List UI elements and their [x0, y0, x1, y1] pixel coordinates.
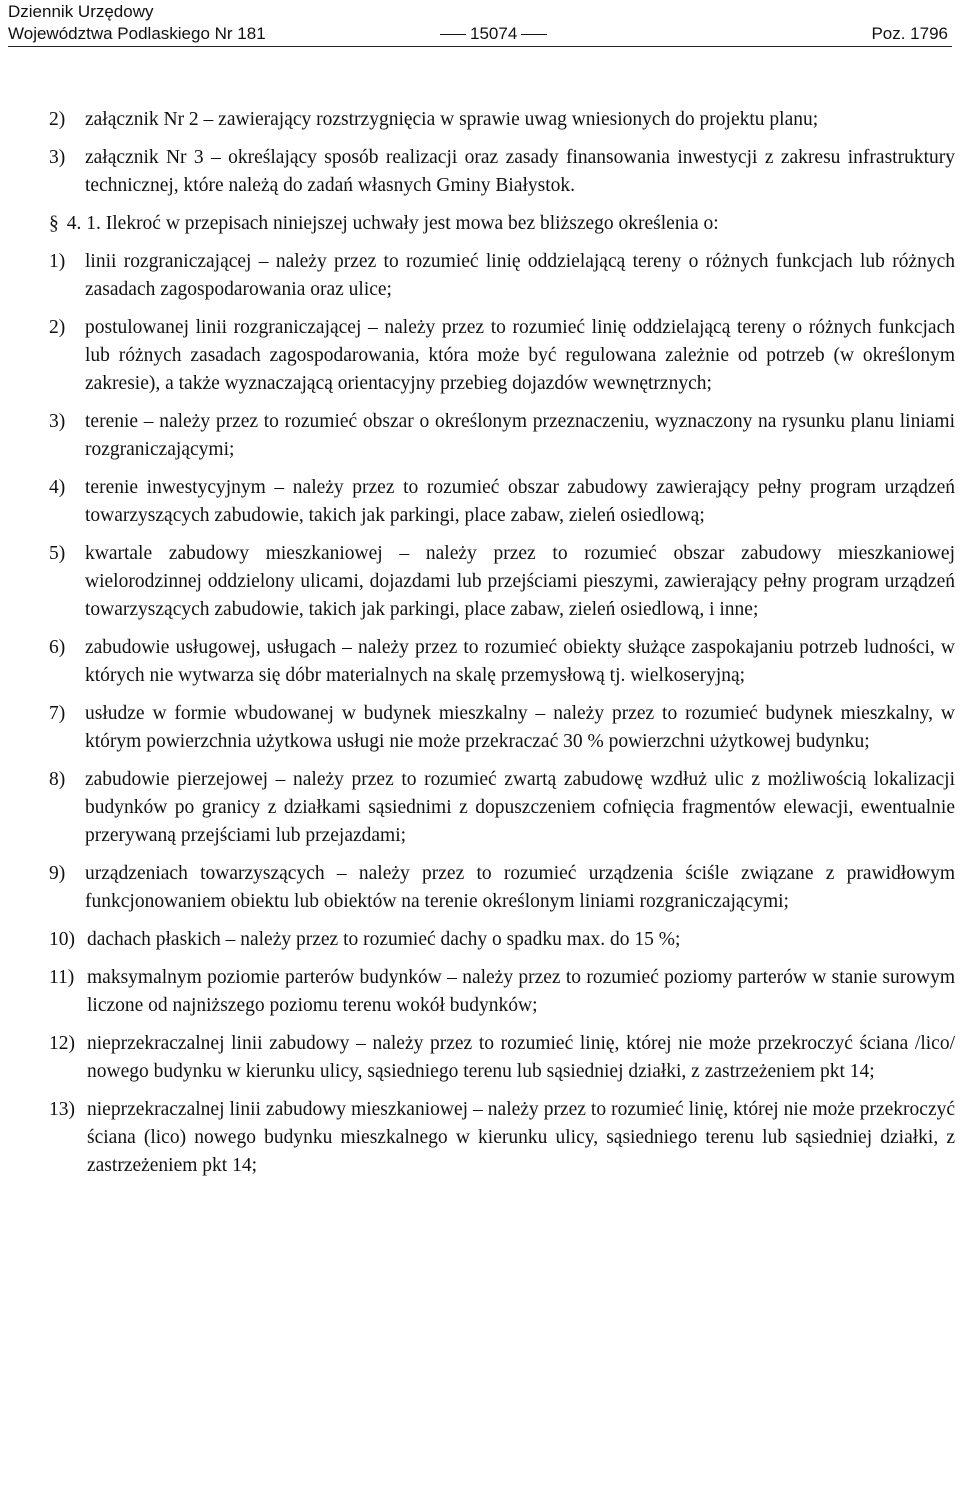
definition-item — [49, 1030, 955, 1086]
definition-number: 2) — [49, 317, 66, 338]
intro-item — [49, 106, 955, 134]
definition-number: 13) — [49, 1099, 75, 1120]
page-number-dash-right — [521, 34, 547, 35]
definition-item — [49, 408, 955, 464]
page-number-dash-left — [440, 34, 466, 35]
header-rule — [8, 46, 952, 47]
definition-text: maksymalnym poziomie parterów budynków – należy przez to rozumieć poziomy parterów w stanie surowym liczone od najniższego poziomu terenu wokół budynków; — [87, 967, 955, 1016]
definition-number: 7) — [49, 703, 66, 724]
definition-item — [49, 248, 955, 304]
paragraph-4 — [49, 210, 955, 238]
definitions-list — [49, 248, 955, 1180]
definition-text: terenie – należy przez to rozumieć obszar o określonym przeznaczeniu, wyznaczony na rysunku planu liniami rozgraniczającymi; — [85, 411, 955, 460]
definition-item — [49, 766, 955, 850]
paragraph-text: Ilekroć w przepisach niniejszej uchwały jest mowa bez bliższego określenia o: — [105, 213, 719, 234]
definition-number: 3) — [49, 411, 66, 432]
item-text: załącznik Nr 2 – zawierający rozstrzygnięcia w sprawie uwag wniesionych do projektu planu; — [85, 109, 819, 130]
page-number-value: 15074 — [470, 24, 518, 43]
definition-item — [49, 1096, 955, 1180]
document-body — [49, 106, 955, 1190]
definition-text: postulowanej linii rozgraniczającej – należy przez to rozumieć linię oddzielającą tereny o różnych funkcjach lub różnych zasadach zagospodarowania, która może być regulowana zależnie od potrzeb (w określonym zakresie), a także wyznaczającą orientacyjny przebieg dojazdów wewnętrznych; — [85, 317, 955, 394]
position-number: Poz. 1796 — [871, 24, 948, 43]
definition-item — [49, 314, 955, 398]
definition-number: 6) — [49, 637, 66, 658]
definition-text: nieprzekraczalnej linii zabudowy mieszkaniowej – należy przez to rozumieć linię, której nie może przekroczyć ściana (lico) nowego budynku mieszkalnego w kierunku ulicy, sąsiedniego terenu lub sąsiedniej działki, z zastrzeżeniem pkt 14; — [87, 1099, 955, 1176]
definition-item — [49, 700, 955, 756]
paragraph-sign: § — [49, 213, 59, 234]
definition-number: 1) — [49, 251, 66, 272]
definition-item — [49, 474, 955, 530]
paragraph-number: 4. 1. — [66, 213, 101, 234]
definition-number: 4) — [49, 477, 66, 498]
definition-text: dachach płaskich – należy przez to rozumieć dachy o spadku max. do 15 %; — [87, 929, 681, 950]
definition-number: 10) — [49, 929, 75, 950]
page-number — [436, 23, 551, 44]
definition-text: usłudze w formie wbudowanej w budynek mieszkalny – należy przez to rozumieć budynek mieszkalny, w którym powierzchnia użytkowa usługi nie może przekraczać 30 % powierzchni użytkowej budynku; — [85, 703, 955, 752]
definition-item — [49, 926, 955, 954]
definition-number: 9) — [49, 863, 66, 884]
definition-text: terenie inwestycyjnym – należy przez to rozumieć obszar zabudowy zawierający pełny program urządzeń towarzyszących zabudowie, takich jak parkingi, place zabaw, zieleń osiedlową; — [85, 477, 955, 526]
definition-number: 5) — [49, 543, 66, 564]
journal-title-line2: Województwa Podlaskiego Nr 181 — [8, 24, 266, 43]
definition-text: urządzeniach towarzyszących – należy przez to rozumieć urządzenia ściśle związane z prawidłowym funkcjonowaniem obiektu lub obiektów na terenie określonym liniami rozgraniczającymi; — [85, 863, 955, 912]
journal-title-line1: Dziennik Urzędowy — [8, 2, 154, 21]
definition-item — [49, 964, 955, 1020]
definition-item — [49, 634, 955, 690]
item-number: 2) — [49, 109, 66, 130]
definition-text: zabudowie usługowej, usługach – należy przez to rozumieć obiekty służące zaspokajaniu potrzeb ludności, w których nie wytwarza się dóbr materialnych na skalę przemysłową tj. wielkoseryjną; — [85, 637, 955, 686]
definition-item — [49, 860, 955, 916]
definition-text: linii rozgraniczającej – należy przez to rozumieć linię oddzielającą tereny o różnych funkcjach lub różnych zasadach zagospodarowania oraz ulice; — [85, 251, 955, 300]
intro-item — [49, 144, 955, 200]
item-number: 3) — [49, 147, 66, 168]
definition-item — [49, 540, 955, 624]
definition-text: nieprzekraczalnej linii zabudowy – należy przez to rozumieć linię, której nie może przekroczyć ściana /lico/ nowego budynku w kierunku ulicy, sąsiedniego terenu lub sąsiedniej działki, z zastrzeżeniem pkt 14; — [87, 1033, 955, 1082]
definition-number: 12) — [49, 1033, 75, 1054]
page-header — [8, 0, 952, 48]
item-text: załącznik Nr 3 – określający sposób realizacji oraz zasady finansowania inwestycji z zakresu infrastruktury technicznej, które należą do zadań własnych Gminy Białystok. — [85, 147, 955, 196]
definition-text: kwartale zabudowy mieszkaniowej – należy przez to rozumieć obszar zabudowy mieszkaniowej wielorodzinnej oddzielony ulicami, dojazdami lub przejściami pieszymi, zawierający pełny program urządzeń towarzyszących zabudowie, takich jak parkingi, place zabaw, zieleń osiedlową, i inne; — [85, 543, 955, 620]
definition-number: 8) — [49, 769, 66, 790]
journal-title — [8, 1, 266, 45]
definition-number: 11) — [49, 967, 75, 988]
definition-text: zabudowie pierzejowej – należy przez to rozumieć zwartą zabudowę wzdłuż ulic z możliwością lokalizacji budynków po granicy z działkami sąsiednimi z dopuszczeniem cofnięcia fragmentów elewacji, ewentualnie przerywaną przejściami lub przejazdami; — [85, 769, 955, 846]
